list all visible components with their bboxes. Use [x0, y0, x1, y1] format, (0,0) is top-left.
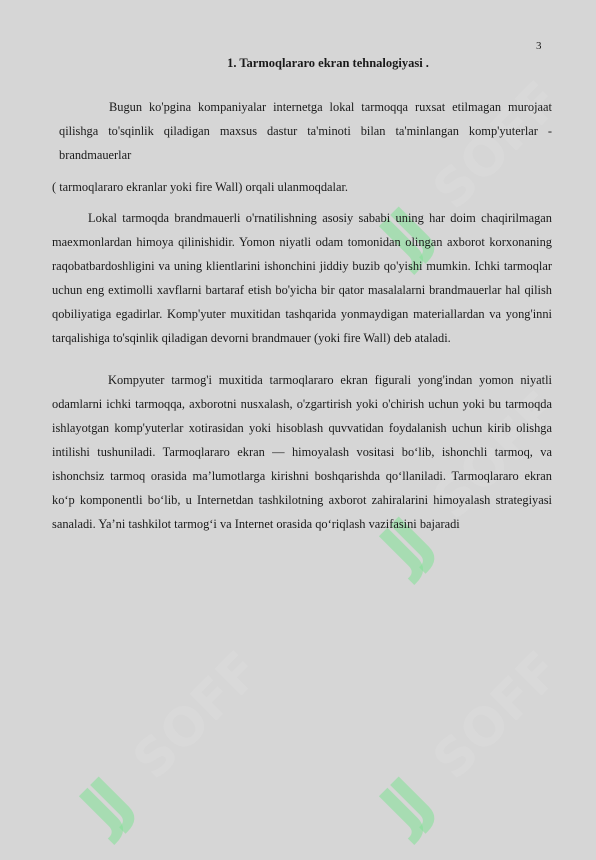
- paragraph-lokal: Lokal tarmoqda brandmauerli o'rnatilishning asosiy sababi uning har doim chaqirilmagan maexmonlardan himoya qilinishidir. Yomon niyatli odam tomonidan olingan axborot korxonaning raqobatbardoshligini va uning klientlarini ishonchini jiddiy buzib qo'yishi mumkin. Ichki tarmoqlar uchun eng extimolli xavflarni bartaraf etish bo'yicha bir qator masalalarni brandmauerlar hal qilish qobiliyatiga egadirlar. Komp'yuter muxitidan tashqarida yonmaydigan materiallardan va yong'inni tarqalishiga to'sqinlik qiladigan devorni brandmauer (yoki fire Wall) deb ataladi.: [52, 211, 552, 345]
- watermark-text: SOFF: [421, 70, 573, 221]
- watermark-logo: JJ: [366, 769, 442, 845]
- paragraph-kompyuter: Kompyuter tarmog'i muxitida tarmoqlararo ekran figurali yong'indan yomon niyatli odamlarni ichki tarmoqqa, axborotni nusxalash, o'zgartirish yoki o'chirish uchun yoki bu tarmoqda ishlayotgan komp'yuterlar xotirasidan yoki hisoblash quvvatidan foydalanish uchun kirib olishga intilishi tushuniladi. Tarmoqlararo ekran — himoyalash vositasi bo‘lib, ishonchli tarmoq, va ishonchsiz tarmoq orasida ma’lumotlarga kirishni boshqarishda qo‘llaniladi. Tarmoqlararo ekran ko‘p komponentli bo‘lib, u Internetdan tashkilotning axborot zahiralarini himoyalash strategiyasi sanaladi. Ya’ni tashkilot tarmog‘i va Internet orasida qo‘riqlash vazifasini bajaradi: [52, 373, 552, 531]
- page-title: 1. Tarmoqlararo ekran tehnalogiyasi .: [227, 56, 429, 70]
- page-number: 3: [536, 40, 542, 52]
- watermark-text: SOFF: [121, 640, 273, 791]
- watermark: [50, 620, 290, 860]
- paragraph-intro: Bugun ko'pgina kompaniyalar internetga lokal tarmoqqa ruxsat etilmagan murojaat qilishga to'sqinlik qiladigan maxsus dastur ta'minoti bilan ta'minlangan komp'yuterlar - brandmauerlar: [59, 100, 552, 162]
- watermark-logo: JJ: [366, 509, 442, 585]
- watermark-logo: JJ: [366, 199, 442, 275]
- watermark-text: SOFF: [421, 380, 573, 531]
- watermark-logo: JJ: [66, 769, 142, 845]
- paragraph-intro-continued: ( tarmoqlararo ekranlar yoki fire Wall) orqali ulanmoqdalar.: [52, 180, 349, 194]
- watermark-text: SOFF: [421, 640, 573, 791]
- watermark: [350, 620, 590, 860]
